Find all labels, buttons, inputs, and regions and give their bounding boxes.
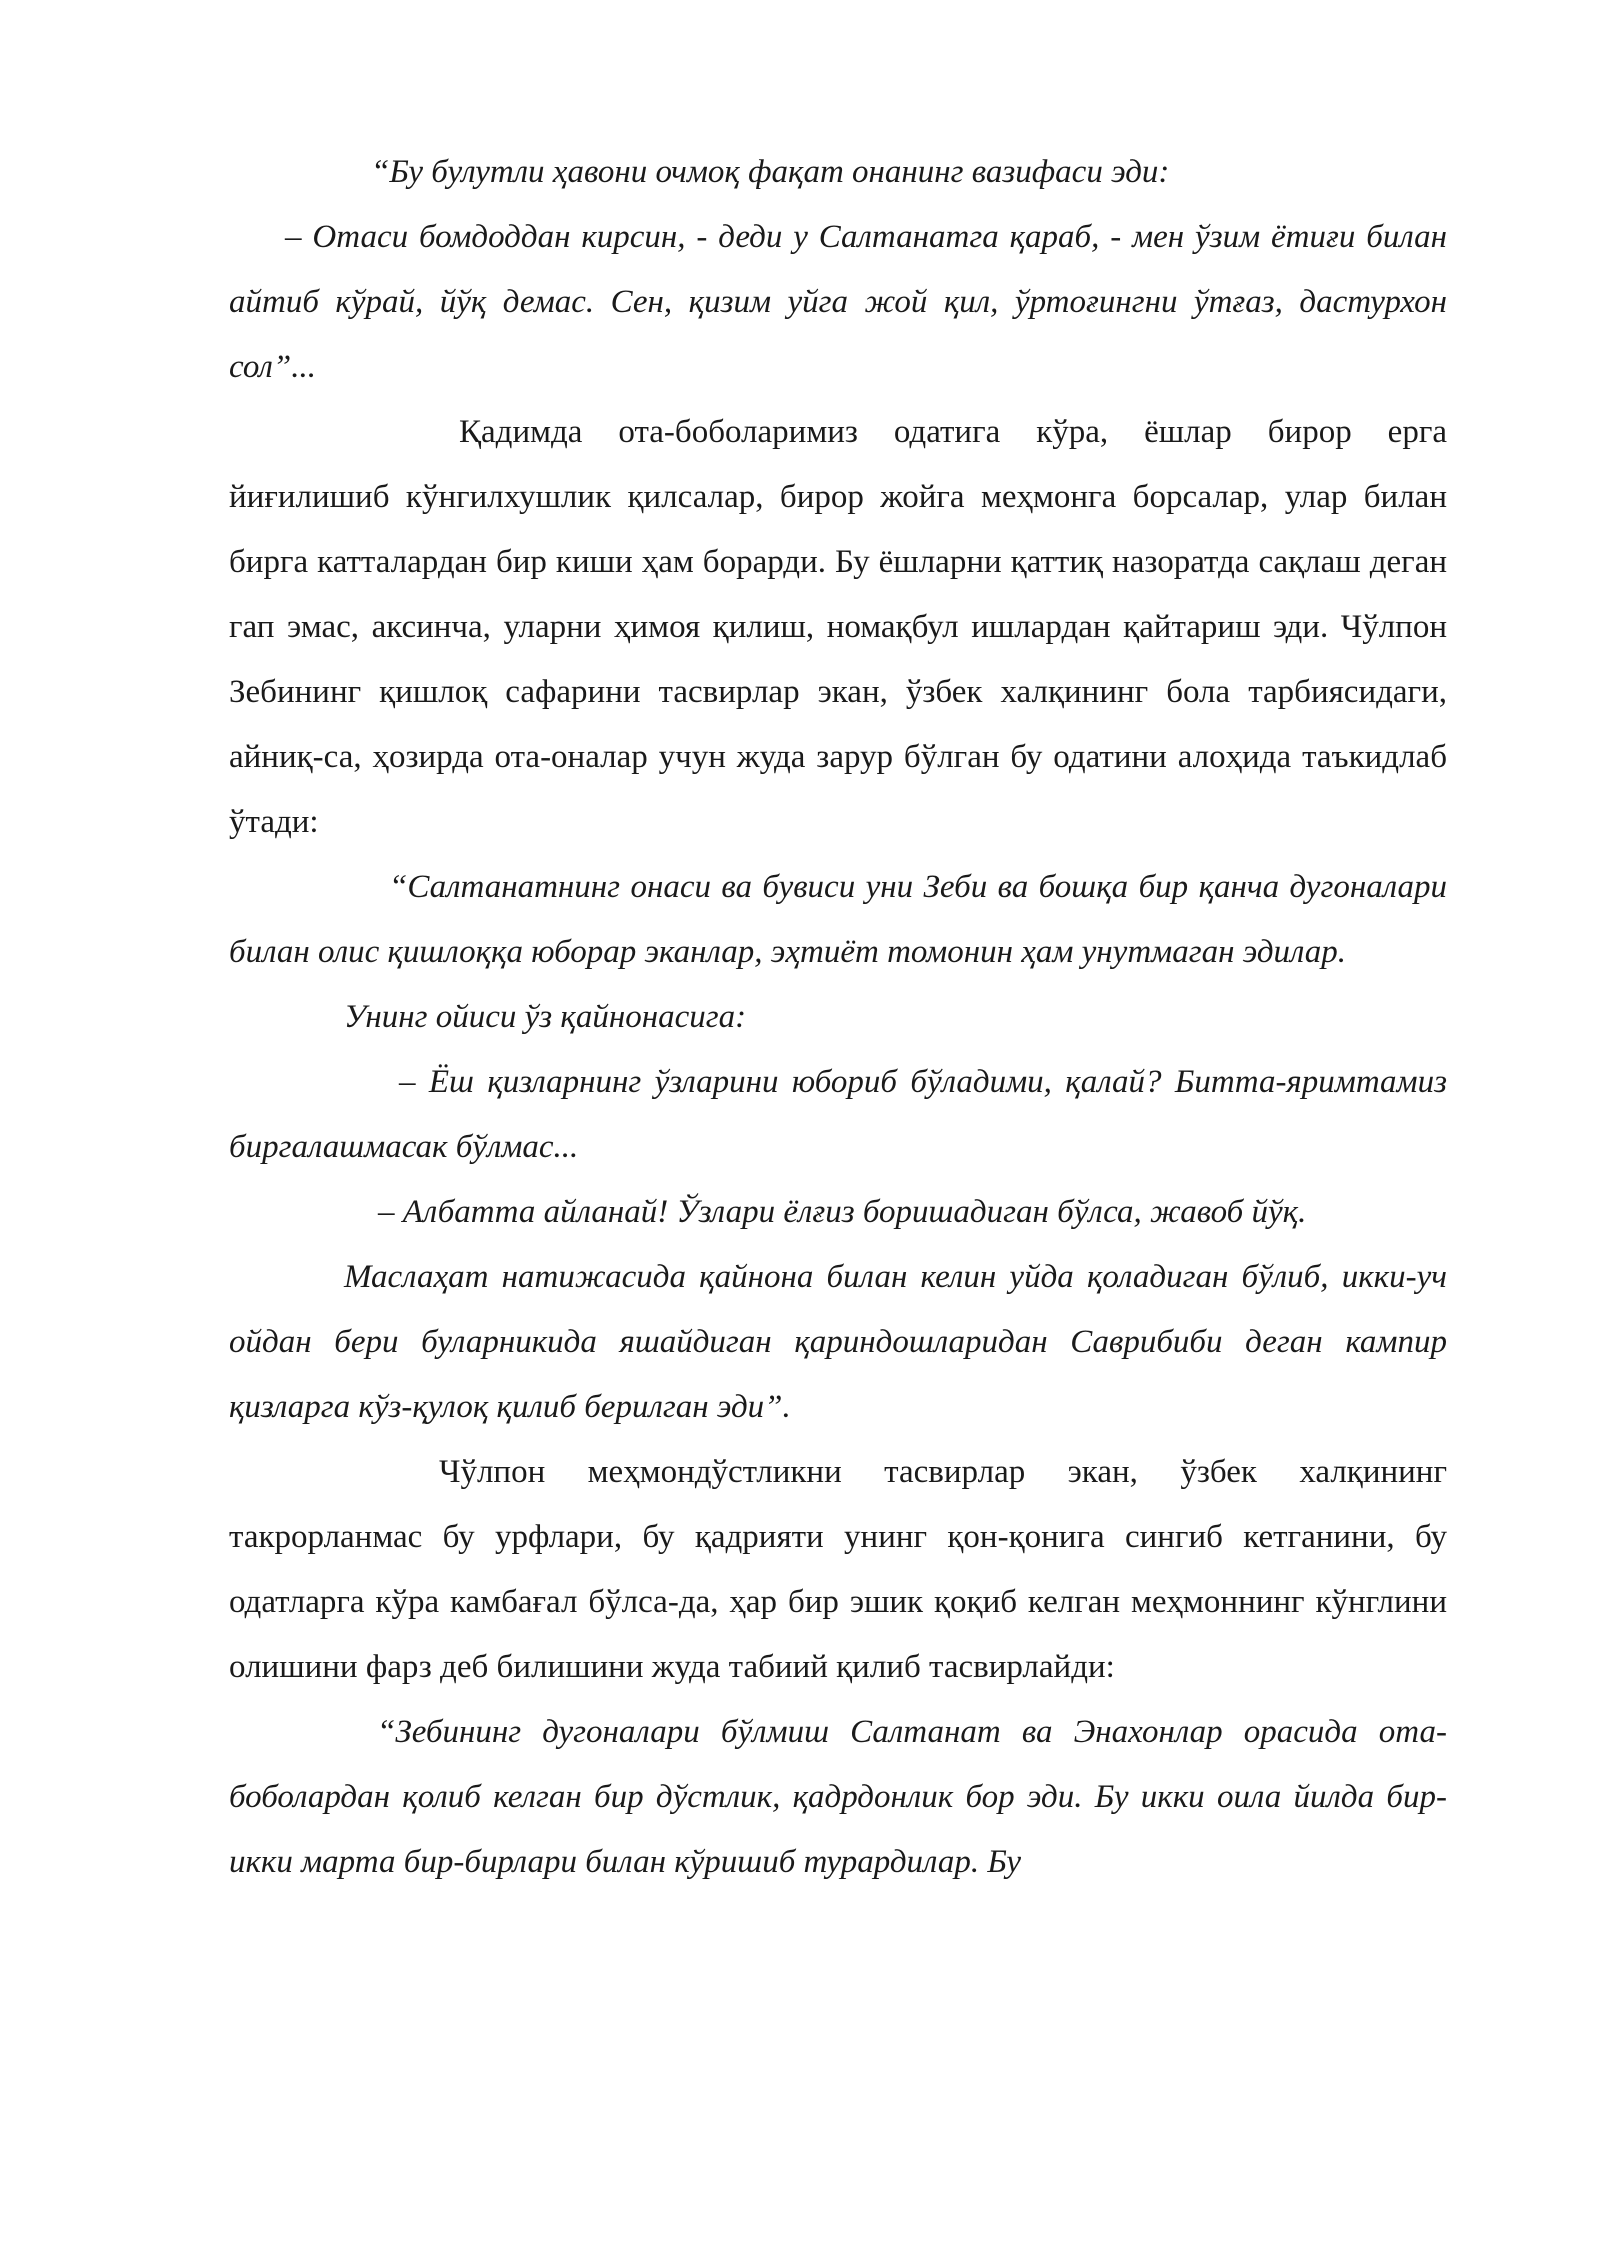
body-paragraph: Чўлпон меҳмондўстликни тасвирлар экан, ўзбек халқининг такрорланмас бу урфлари, бу қадрияти унинг қон-қонига сингиб кетганини, бу одатларга кўра камбағал бўлса-да, ҳар бир эшик қоқиб келган меҳмоннинг кўнглини олишини фарз деб билишини жуда табиий қилиб тасвирлайди: [229, 1454, 1447, 1685]
quote-paragraph: – Албатта айланай! Ўзлари ёлғиз боришадиган бўлса, жавоб йўқ. [378, 1194, 1307, 1230]
quote-paragraph: – Отаси бомдоддан кирсин, - деди у Салтанатга қараб, - мен ўзим ётиғи билан айтиб кўрай, йўқ демас. Сен, қизим уйга жой қил, ўртоғингни ўтғаз, дастурхон сол”... [229, 219, 1447, 385]
quote-paragraph: Маслаҳат натижасида қайнона билан келин уйда қоладиган бўлиб, икки-уч ойдан бери буларникида яшайдиган қариндошларидан Саврибиби деган кампир қизларга кўз-қулоқ қилиб берилган эди”. [229, 1259, 1447, 1425]
quote-paragraph: “Салтанатнинг онаси ва бувиси уни Зеби ва бошқа бир қанча дугоналари билан олис қишлоққа юборар эканлар, эҳтиёт томонин ҳам унутмаган эдилар. [229, 869, 1447, 970]
body-paragraph: Қадимда ота-боболаримиз одатига кўра, ёшлар бирор ерга йиғилишиб кўнгилхушлик қилсалар, бирор жойга меҳмонга борсалар, улар билан бирга катталардан бир киши ҳам борарди. Бу ёшларни қаттиқ назоратда сақлаш деган гап эмас, аксинча, уларни ҳимоя қилиш, номақбул ишлардан қайтариш эди. Чўлпон Зебининг қишлоқ сафарини тасвирлар экан, ўзбек халқининг бола тарбиясидаги, айниқ-са, ҳозирда ота-оналар учун жуда зарур бўлган бу одатини алоҳида таъкидлаб ўтади: [229, 414, 1447, 840]
quote-paragraph: – Ёш қизларнинг ўзларини юбориб бўладими, қалай? Битта-яримтамиз биргалашмасак бўлмас... [229, 1064, 1447, 1165]
quote-paragraph: “Бу булутли ҳавони очмоқ фақат онанинг вазифаси эди: [371, 154, 1170, 190]
quote-paragraph: Унинг ойиси ўз қайнонасига: [344, 999, 747, 1035]
document-body [229, 140, 1447, 1895]
quote-paragraph: “Зебининг дугоналари бўлмиш Салтанат ва Энахонлар орасида ота-боболардан қолиб келган бир дўстлик, қадрдонлик бор эди. Бу икки оила йилда бир-икки марта бир-бирлари билан кўришиб турардилар. Бу [229, 1714, 1447, 1880]
